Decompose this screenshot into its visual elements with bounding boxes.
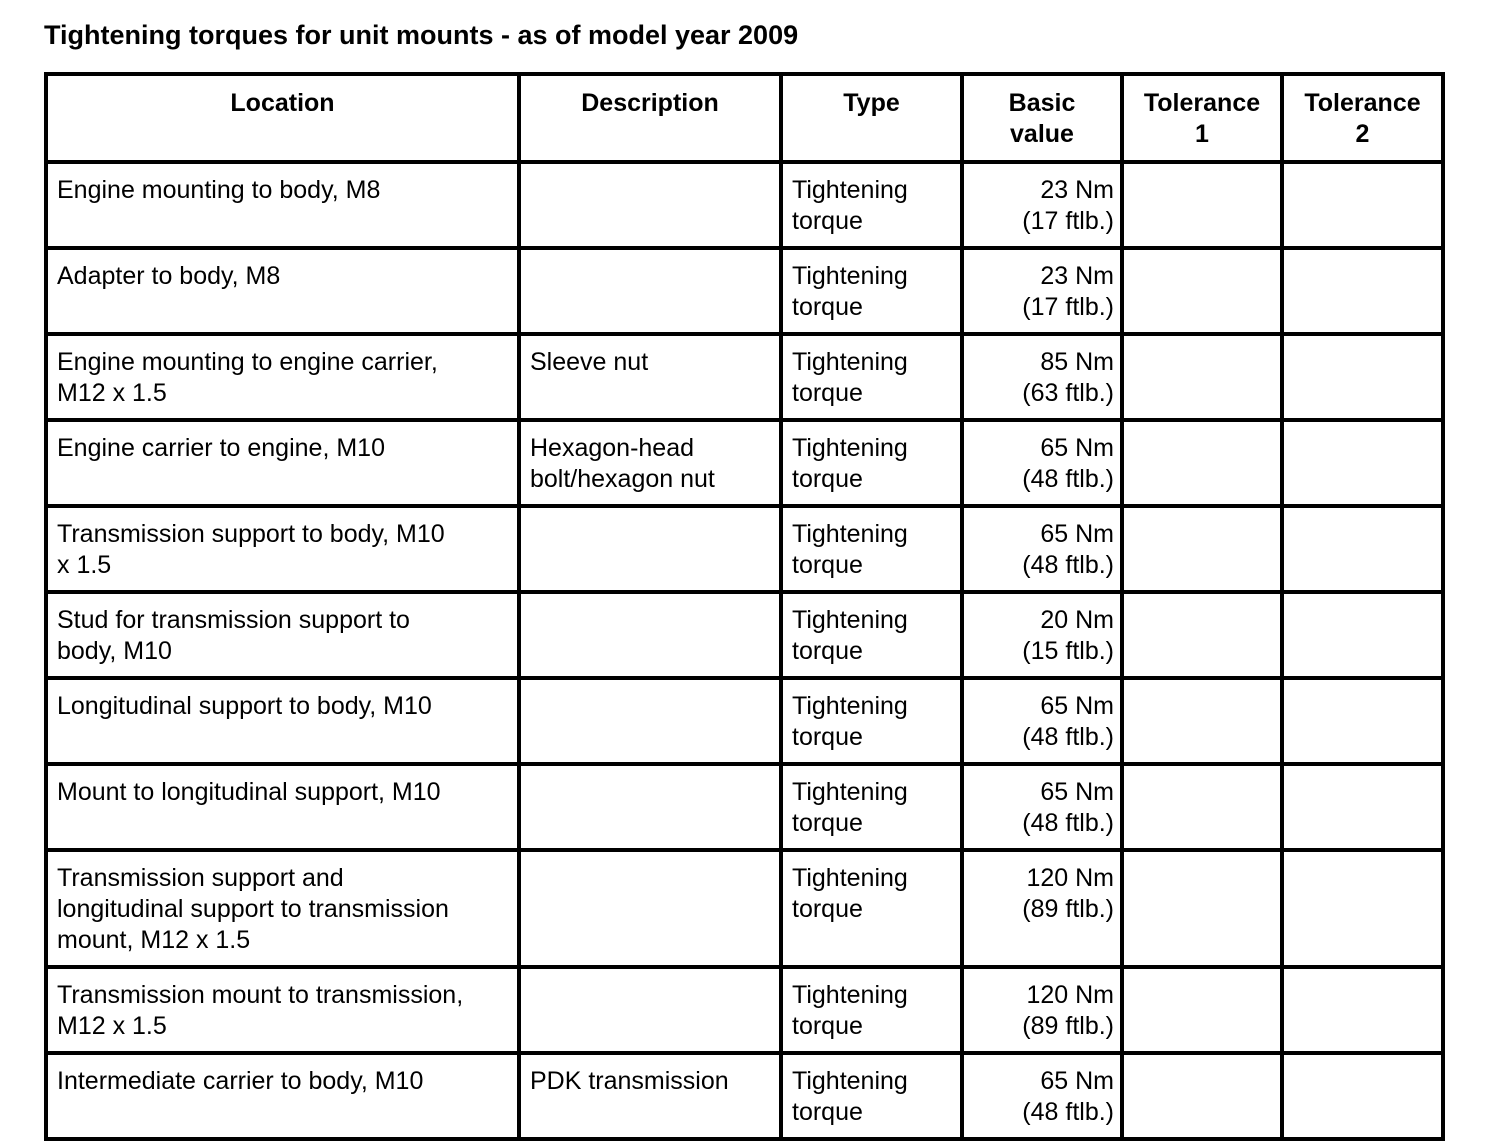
table-row — [46, 678, 1443, 764]
cell-description — [519, 162, 781, 248]
cell-tolerance-2 — [1282, 162, 1443, 248]
cell-tolerance-2 — [1282, 248, 1443, 334]
cell-type: Tightening torque — [781, 592, 962, 678]
document-title: Tightening torques for unit mounts - as of model year 2009 — [44, 20, 799, 50]
cell-tolerance-2 — [1282, 592, 1443, 678]
cell-description: Sleeve nut — [519, 334, 781, 420]
cell-location: Transmission support and longitudinal support to transmission mount, M12 x 1.5 — [46, 850, 519, 967]
cell-tolerance-1 — [1122, 248, 1282, 334]
header-description: Description — [519, 74, 781, 162]
cell-tolerance-2 — [1282, 764, 1443, 850]
header-basic-value: Basic value — [962, 74, 1122, 162]
cell-tolerance-1 — [1122, 678, 1282, 764]
cell-tolerance-1 — [1122, 420, 1282, 506]
cell-location: Stud for transmission support to body, M10 — [46, 592, 519, 678]
header-tolerance-1: Tolerance 1 — [1122, 74, 1282, 162]
cell-description — [519, 764, 781, 850]
cell-location: Mount to longitudinal support, M10 — [46, 764, 519, 850]
table-row — [46, 764, 1443, 850]
cell-tolerance-1 — [1122, 592, 1282, 678]
cell-tolerance-1 — [1122, 850, 1282, 967]
header-row — [46, 74, 1443, 162]
cell-description — [519, 248, 781, 334]
cell-location: Engine carrier to engine, M10 — [46, 420, 519, 506]
cell-type: Tightening torque — [781, 420, 962, 506]
table-row — [46, 850, 1443, 967]
cell-location: Adapter to body, M8 — [46, 248, 519, 334]
cell-tolerance-1 — [1122, 764, 1282, 850]
cell-type: Tightening torque — [781, 334, 962, 420]
cell-location: Transmission mount to transmission, M12 x 1.5 — [46, 967, 519, 1053]
cell-tolerance-1 — [1122, 1053, 1282, 1139]
cell-tolerance-2 — [1282, 420, 1443, 506]
cell-description — [519, 967, 781, 1053]
cell-basic-value: 20 Nm (15 ftlb.) — [962, 592, 1122, 678]
cell-type: Tightening torque — [781, 162, 962, 248]
cell-tolerance-1 — [1122, 967, 1282, 1053]
cell-type: Tightening torque — [781, 1053, 962, 1139]
cell-basic-value: 65 Nm (48 ftlb.) — [962, 1053, 1122, 1139]
cell-basic-value: 120 Nm (89 ftlb.) — [962, 850, 1122, 967]
table-row — [46, 248, 1443, 334]
cell-description — [519, 506, 781, 592]
cell-basic-value: 65 Nm (48 ftlb.) — [962, 678, 1122, 764]
cell-description — [519, 678, 781, 764]
cell-basic-value: 23 Nm (17 ftlb.) — [962, 248, 1122, 334]
cell-basic-value: 23 Nm (17 ftlb.) — [962, 162, 1122, 248]
cell-tolerance-2 — [1282, 678, 1443, 764]
cell-tolerance-2 — [1282, 850, 1443, 967]
cell-type: Tightening torque — [781, 764, 962, 850]
cell-description — [519, 850, 781, 967]
cell-type: Tightening torque — [781, 967, 962, 1053]
cell-description: PDK transmission — [519, 1053, 781, 1139]
cell-location: Engine mounting to engine carrier, M12 x 1.5 — [46, 334, 519, 420]
cell-basic-value: 120 Nm (89 ftlb.) — [962, 967, 1122, 1053]
cell-description: Hexagon-head bolt/hexagon nut — [519, 420, 781, 506]
cell-tolerance-2 — [1282, 334, 1443, 420]
cell-basic-value: 65 Nm (48 ftlb.) — [962, 420, 1122, 506]
table-row — [46, 420, 1443, 506]
cell-location: Transmission support to body, M10 x 1.5 — [46, 506, 519, 592]
cell-tolerance-2 — [1282, 1053, 1443, 1139]
cell-basic-value: 65 Nm (48 ftlb.) — [962, 764, 1122, 850]
header-location: Location — [46, 74, 519, 162]
cell-location: Intermediate carrier to body, M10 — [46, 1053, 519, 1139]
table-row — [46, 967, 1443, 1053]
cell-type: Tightening torque — [781, 248, 962, 334]
cell-basic-value: 65 Nm (48 ftlb.) — [962, 506, 1122, 592]
cell-tolerance-1 — [1122, 334, 1282, 420]
cell-description — [519, 592, 781, 678]
cell-type: Tightening torque — [781, 506, 962, 592]
header-tolerance-2: Tolerance 2 — [1282, 74, 1443, 162]
cell-tolerance-1 — [1122, 506, 1282, 592]
cell-type: Tightening torque — [781, 850, 962, 967]
header-type: Type — [781, 74, 962, 162]
cell-location: Engine mounting to body, M8 — [46, 162, 519, 248]
cell-location: Longitudinal support to body, M10 — [46, 678, 519, 764]
table-row — [46, 506, 1443, 592]
table-row — [46, 592, 1443, 678]
torque-table — [44, 72, 1445, 1141]
cell-tolerance-2 — [1282, 967, 1443, 1053]
table-row — [46, 162, 1443, 248]
cell-tolerance-1 — [1122, 162, 1282, 248]
cell-tolerance-2 — [1282, 506, 1443, 592]
cell-type: Tightening torque — [781, 678, 962, 764]
table-row — [46, 334, 1443, 420]
cell-basic-value: 85 Nm (63 ftlb.) — [962, 334, 1122, 420]
table-row — [46, 1053, 1443, 1139]
